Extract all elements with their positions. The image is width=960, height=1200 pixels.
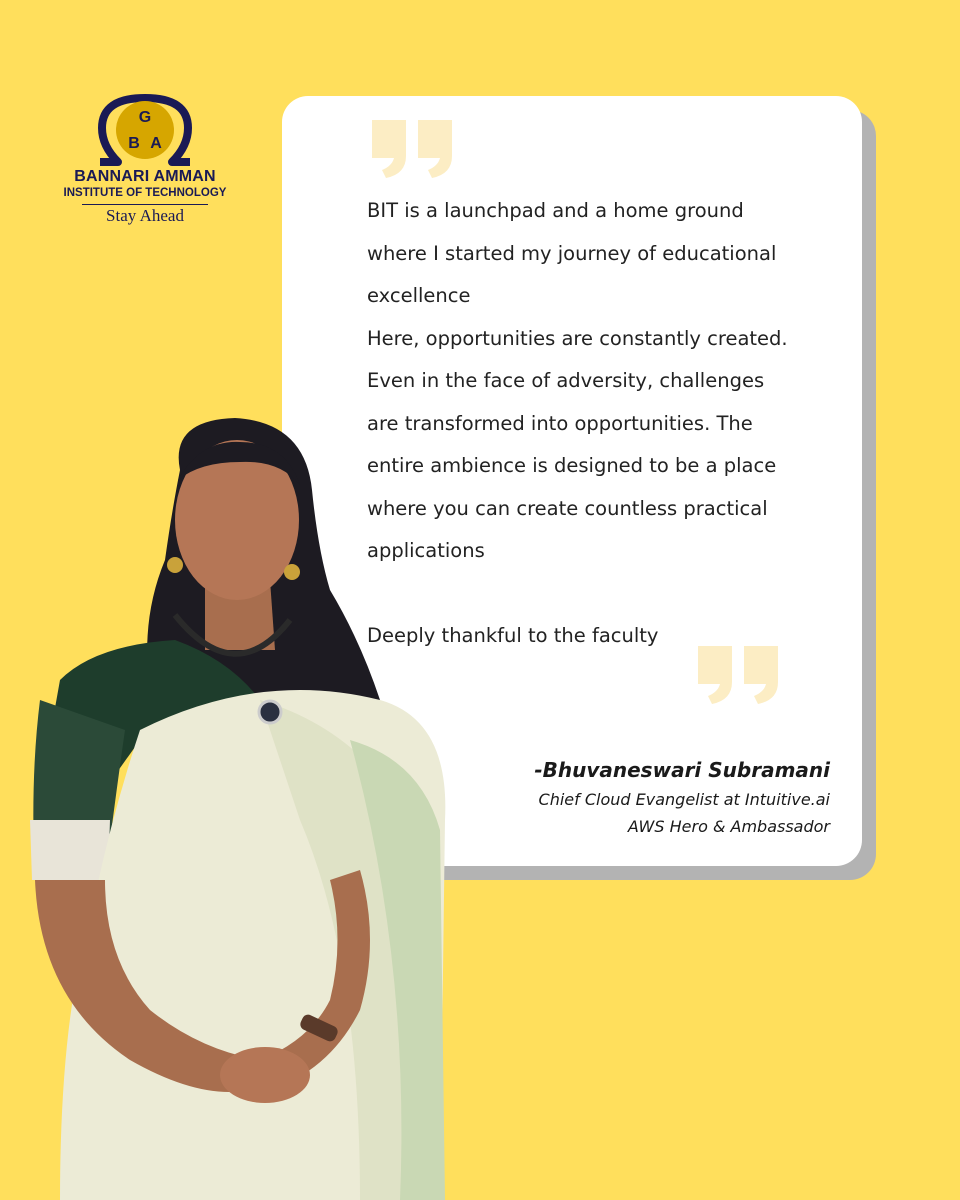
quote-line: BIT is a launchpad and a home ground [367,199,744,222]
institute-name: BANNARI AMMAN [74,168,216,185]
quote-line: applications [367,539,485,562]
author-title: AWS Hero & Ambassador [627,817,830,836]
open-quote-icon [368,118,456,180]
quote-closing-line: Deeply thankful to the faculty [367,623,659,647]
close-quote-icon [694,644,782,706]
omega-emblem-icon [88,90,202,168]
logo-letter-a: A [150,135,162,152]
institute-subtitle: INSTITUTE OF TECHNOLOGY [63,187,227,199]
quote-line: where you can create countless practical [367,496,768,520]
institute-logo [60,90,230,230]
institute-tagline: Stay Ahead [106,206,184,225]
logo-letter-g: G [138,109,152,126]
author-name: -Bhuvaneswari Subramani [534,758,830,782]
quote-line: excellence [367,284,471,307]
logo-letter-b: B [128,135,140,152]
quote-line: where I started my journey of educational [367,241,777,265]
quote-line: are transformed into opportunities. The [367,411,753,435]
quote-line: Even in the face of adversity, challenges [367,369,765,392]
attribution [534,754,830,840]
quote-line: entire ambience is designed to be a place [367,454,777,477]
portrait-photo [0,400,470,1200]
author-role: Chief Cloud Evangelist at Intuitive.ai [538,790,830,809]
quote-line: Here, opportunities are constantly created. [367,326,788,350]
logo-divider [82,204,208,205]
